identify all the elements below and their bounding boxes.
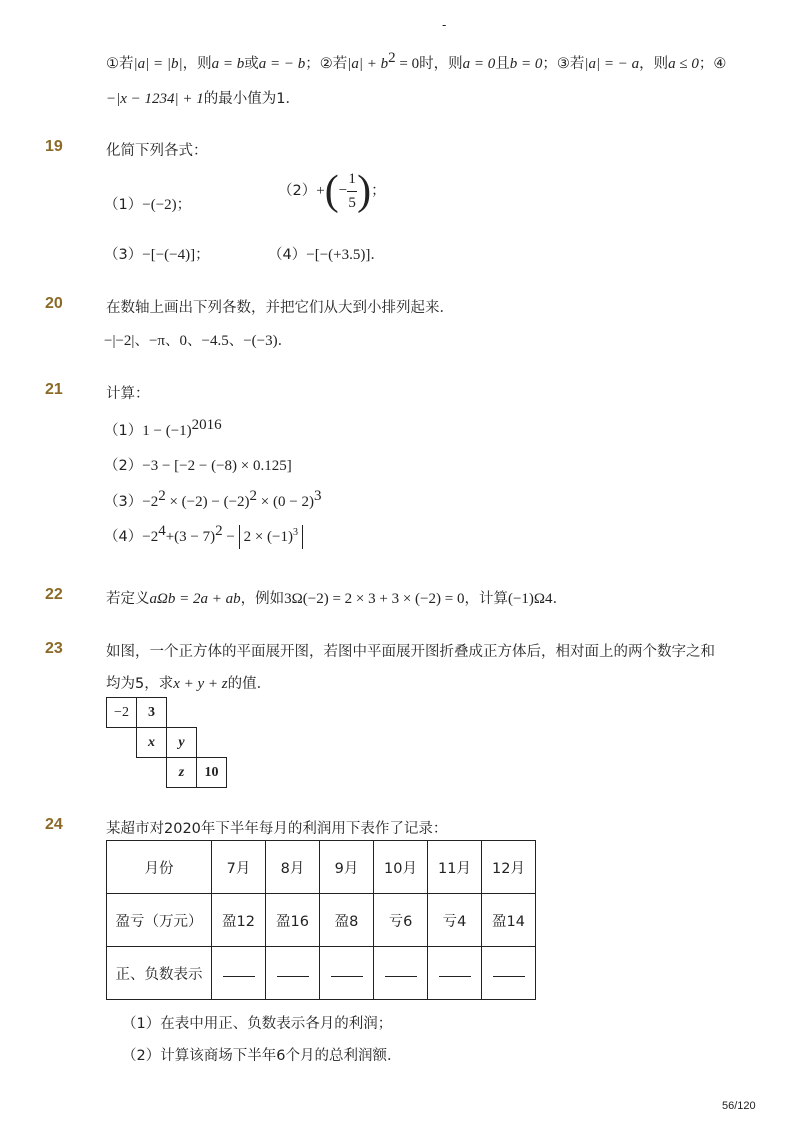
answer-blank-cell <box>266 947 320 1000</box>
table-row <box>107 841 536 894</box>
answer-blank-cell <box>482 947 536 1000</box>
net-cell-10: 10 <box>196 757 227 788</box>
q19-fraction: $\frac{1}{5}$ <box>348 171 356 211</box>
q21-part-3: $(3)-2^2 \times (-2) - (-2)^2 \times (0 - 2)^3$ <box>104 488 322 510</box>
net-cell-z: z <box>166 757 197 788</box>
question-number-21: 21 <box>45 381 63 398</box>
question-number-22: 22 <box>45 586 63 603</box>
page-number: 56/120 <box>722 1100 756 1112</box>
table-cell: 亏6 <box>374 894 428 947</box>
q20-list: −|−2|、−π、0、−4.5、−(−3)． <box>104 333 293 349</box>
q18-line-2: −|x − 1234| + 1的最小值为1． <box>106 91 301 107</box>
answer-blank-cell <box>320 947 374 1000</box>
question-number-23: 23 <box>45 640 63 657</box>
answer-blank <box>223 966 255 977</box>
q24-sub-2: （2）计算该商场下半年6个月的总利润额． <box>122 1048 402 1064</box>
net-cell-minus-2: −2 <box>106 697 137 728</box>
q18-line-1: ①若|a| = |b|，则a = b或a = − b；②若$|a| + b^2 = 0$时，则a = 0且b = 0；③若|a| = − a，则a ≤ 0；④ <box>106 50 727 72</box>
q22-text: 若定义aΩb = 2a + ab，例如3Ω(−2) = 2 × 3 + 3 × (−2) = 0，计算(−1)Ω4． <box>106 591 568 607</box>
q23-line-2: 均为5，求x + y + z的值． <box>106 676 272 692</box>
answer-blank <box>277 966 309 977</box>
table-row <box>107 894 536 947</box>
header-mark: - <box>442 18 447 32</box>
q23-line-1: 如图，一个正方体的平面展开图，若图中平面展开图折叠成正方体后，相对面上的两个数字之和 <box>106 644 715 660</box>
q21-stem: 计算： <box>106 386 150 402</box>
q19-part-4: （4）−[−(+3.5)]． <box>268 247 385 263</box>
q21-part-2: （2）−3 − [−2 − (−8) × 0.125] <box>104 458 292 474</box>
table-cell: 盈14 <box>482 894 536 947</box>
q24-stem: 某超市对2020年下半年每月的利润用下表作了记录： <box>106 821 448 837</box>
absolute-value-bars: $2 \times (-1)^3$ <box>239 525 303 549</box>
q21-part-1: $(1)1 - (-1)^{2016}$ <box>104 417 222 439</box>
table-header-cell: 11月 <box>428 841 482 894</box>
table-header-cell: 月份 <box>107 841 212 894</box>
table-cell: 正、负数表示 <box>107 947 212 1000</box>
table-header-cell: 7月 <box>212 841 266 894</box>
table-cell: 盈8 <box>320 894 374 947</box>
answer-blank <box>385 966 417 977</box>
q21-part-4: $(4)-2^4+(3 - 7)^2 - 2 \times (-1)^3$ <box>104 525 303 549</box>
cube-net-diagram <box>106 697 236 791</box>
table-cell: 盈亏（万元） <box>107 894 212 947</box>
answer-blank-cell <box>374 947 428 1000</box>
net-cell-3: 3 <box>136 697 167 728</box>
answer-blank-cell <box>212 947 266 1000</box>
table-header-cell: 8月 <box>266 841 320 894</box>
table-cell: 盈12 <box>212 894 266 947</box>
question-number-24: 24 <box>45 816 63 833</box>
table-header-cell: 9月 <box>320 841 374 894</box>
answer-blank <box>331 966 363 977</box>
table-cell: 亏4 <box>428 894 482 947</box>
net-cell-x: x <box>136 727 167 758</box>
q19-part-1: （1）−(−2)； <box>104 197 192 213</box>
answer-blank-cell <box>428 947 482 1000</box>
q19-part-2: （2）+(− $\frac{1}{5}$ )； <box>278 168 386 214</box>
question-number-20: 20 <box>45 295 63 312</box>
table-header-cell: 12月 <box>482 841 536 894</box>
answer-blank <box>439 966 471 977</box>
q24-sub-1: （1）在表中用正、负数表示各月的利润； <box>122 1016 393 1032</box>
q19-stem: 化简下列各式： <box>106 143 208 159</box>
table-cell: 盈16 <box>266 894 320 947</box>
answer-blank <box>493 966 525 977</box>
table-row <box>107 947 536 1000</box>
question-number-19: 19 <box>45 138 63 155</box>
table-header-cell: 10月 <box>374 841 428 894</box>
net-cell-y: y <box>166 727 197 758</box>
profit-table <box>106 840 536 1000</box>
q20-stem: 在数轴上画出下列各数，并把它们从大到小排列起来． <box>106 300 454 316</box>
q19-part-3: （3）−[−(−4)]； <box>104 247 210 263</box>
